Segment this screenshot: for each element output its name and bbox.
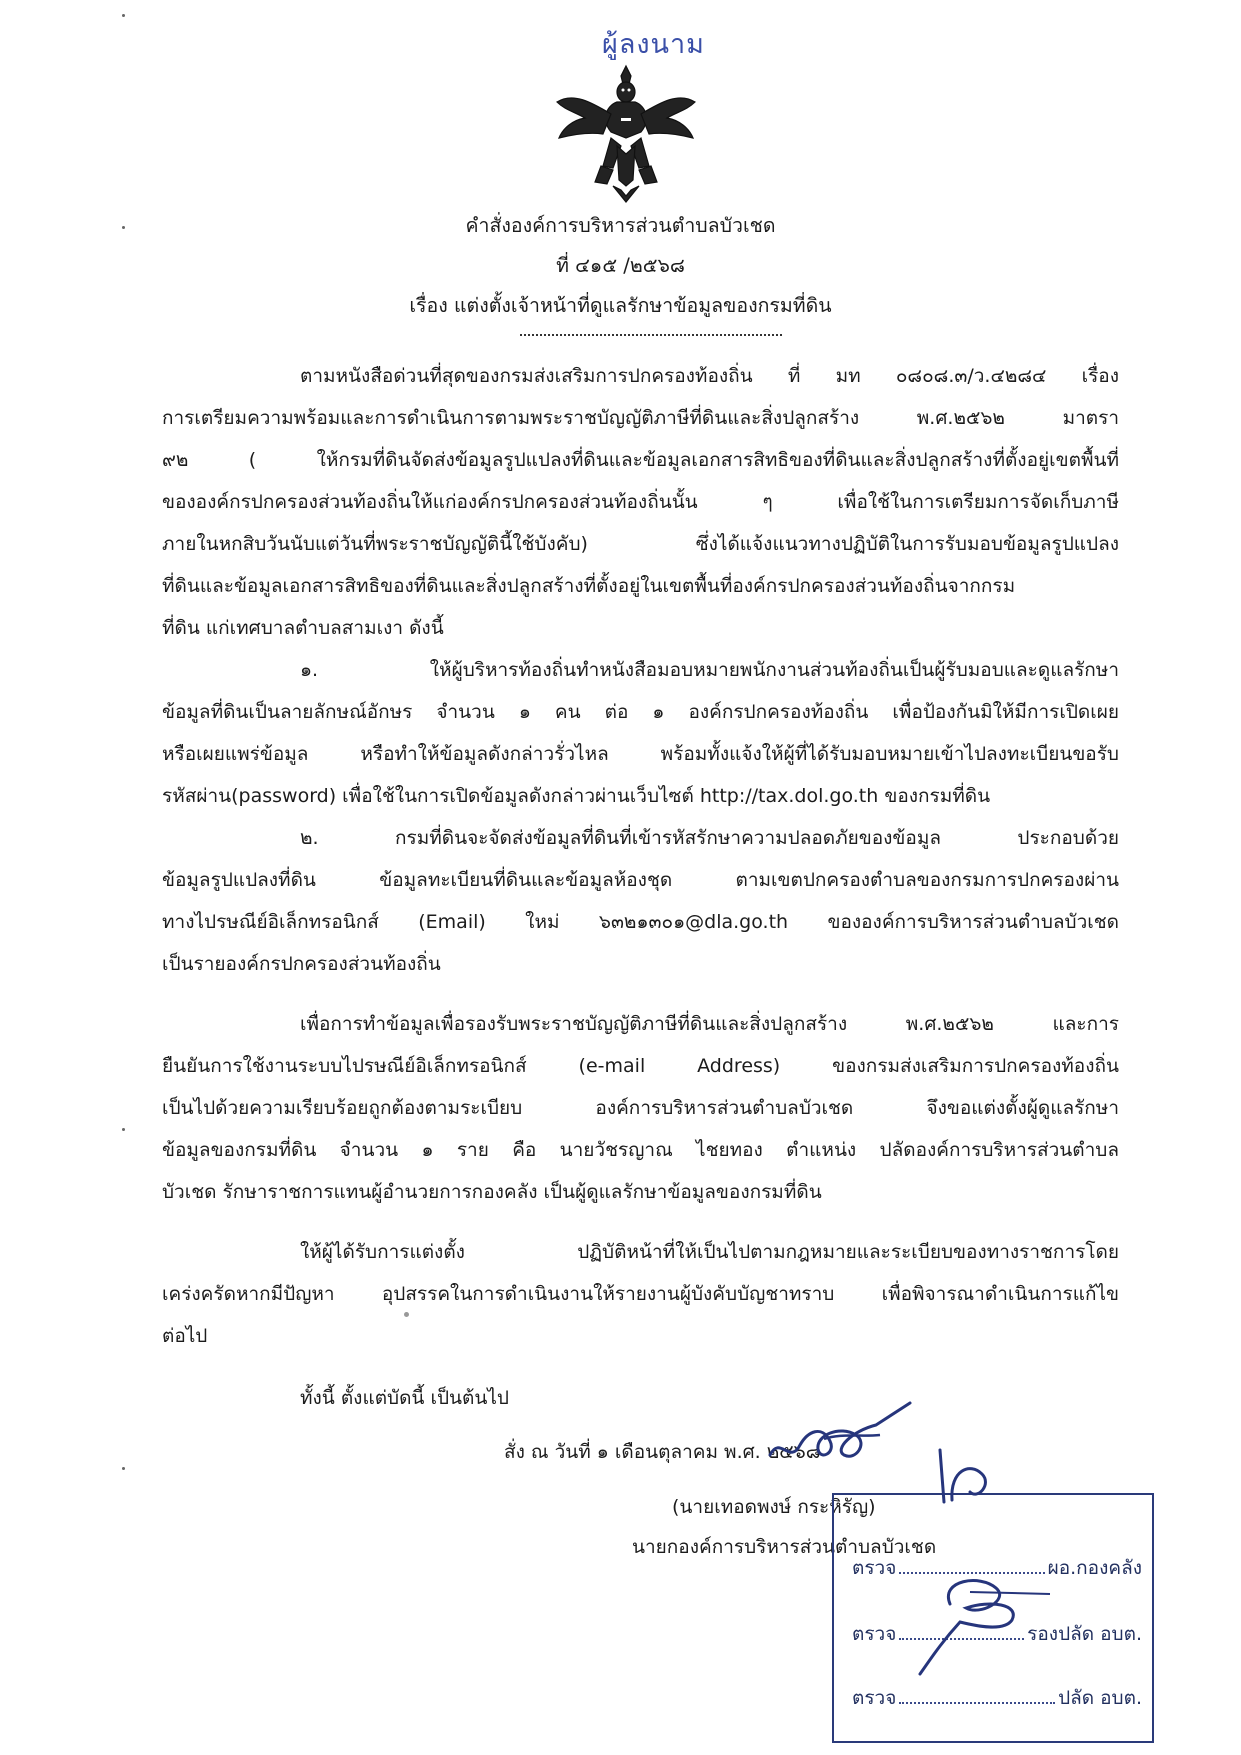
scan-speck xyxy=(122,1128,125,1131)
signer-title: นายกองค์การบริหารส่วนตำบลบัวเชด xyxy=(632,1536,937,1558)
item-line: รหัสผ่าน(password) เพื่อใช้ในการเปิดข้อมูลดังกล่าวผ่านเว็บไซต์ http://tax.dol.go.th ของกรมที่ดิน xyxy=(162,785,991,807)
paragraph-line: บัวเชด รักษาราชการแทนผู้อำนวยการกองคลัง เป็นผู้ดูแลรักษาข้อมูลของกรมที่ดิน xyxy=(162,1181,822,1203)
paragraph-line: ยืนยันการใช้งานระบบไปรษณีย์อิเล็กทรอนิกส์ (e-mail Address) ของกรมส่งเสริมการปกครองท้องถิ่น xyxy=(162,1055,1119,1077)
signer-name: (นายเทอดพงษ์ กระหิรัญ) xyxy=(672,1496,876,1518)
paragraph-line: เคร่งครัดหากมีปัญหา อุปสรรคในการดำเนินงานให้รายงานผู้บังคับบัญชาทราบ เพื่อพิจารณาดำเนินการแก้ไข xyxy=(162,1283,1119,1305)
review-role: ผอ.กองคลัง xyxy=(1047,1557,1142,1579)
paragraph-line: การเตรียมความพร้อมและการดำเนินการตามพระราชบัญญัติภาษีที่ดินและสิ่งปลูกสร้าง พ.ศ.๒๕๖๒ มาตรา xyxy=(162,407,1119,429)
paragraph-line: ๙๒ ( ให้กรมที่ดินจัดส่งข้อมูลรูปแปลงที่ดินและข้อมูลเอกสารสิทธิของที่ดินและสิ่งปลูกสร้างที่ตั้งอยู่เขตพื้นที่ xyxy=(162,449,1119,471)
paragraph-line: ข้อมูลของกรมที่ดิน จำนวน ๑ ราย คือ นายวัชรญาณ ไชยทอง ตำแหน่ง ปลัดองค์การบริหารส่วนตำบล xyxy=(162,1139,1119,1161)
paragraph-line: ให้ผู้ได้รับการแต่งตั้ง ปฏิบัติหน้าที่ให้เป็นไปตามกฎหมายและระเบียบของทางราชการโดย xyxy=(300,1241,1119,1263)
review-role: ปลัด อบต. xyxy=(1058,1687,1142,1709)
paragraph-line: เพื่อการทำข้อมูลเพื่อรองรับพระราชบัญญัติภาษีที่ดินและสิ่งปลูกสร้าง พ.ศ.๒๕๖๒ และการ xyxy=(300,1013,1119,1035)
item-line: หรือเผยแพร่ข้อมูล หรือทำให้ข้อมูลดังกล่าวรั่วไหล พร้อมทั้งแจ้งให้ผู้ที่ได้รับมอบหมายเข้าไปลงทะเบียนขอรับ xyxy=(162,743,1119,765)
paragraph-line: ที่ดินและข้อมูลเอกสารสิทธิของที่ดินและสิ่งปลูกสร้างที่ตั้งอยู่ในเขตพื้นที่องค์กรปกครองส่วนท้องถิ่นจากกรม xyxy=(162,575,1016,597)
item-line: ข้อมูลที่ดินเป็นลายลักษณ์อักษร จำนวน ๑ คน ต่อ ๑ องค์กรปกครองท้องถิ่น เพื่อป้องกันมิให้มีการเปิดเผย xyxy=(162,701,1119,723)
effective-date: ทั้งนี้ ตั้งแต่บัดนี้ เป็นต้นไป xyxy=(300,1387,509,1409)
paragraph-line: ที่ดิน แก่เทศบาลตำบลสามเงา ดังนี้ xyxy=(162,617,444,639)
order-title: คำสั่งองค์การบริหารส่วนตำบลบัวเชด xyxy=(465,214,776,237)
paragraph-line: ต่อไป xyxy=(162,1325,208,1347)
review-label: ตรวจ xyxy=(852,1687,897,1709)
signature-mark xyxy=(760,1395,930,1475)
item-line: ข้อมูลรูปแปลงที่ดิน ข้อมูลทะเบียนที่ดินและข้อมูลห้องชุด ตามเขตปกครองตำบลของกรมการปกครองผ่าน xyxy=(162,869,1119,891)
initial-mark xyxy=(900,1560,1060,1680)
review-dotted-line xyxy=(899,1701,1055,1704)
review-label: ตรวจ xyxy=(852,1557,897,1579)
separator-dots xyxy=(520,334,782,336)
paragraph-line: ภายในหกสิบวันนับแต่วันที่พระราชบัญญัตินี้ใช้บังคับ) ซึ่งได้แจ้งแนวทางปฏิบัติในการรับมอบข้อมูลรูปแปลง xyxy=(162,533,1119,555)
item-line: ๒. กรมที่ดินจะจัดส่งข้อมูลที่ดินที่เข้ารหัสรักษาความปลอดภัยของข้อมูล ประกอบด้วย xyxy=(300,827,1119,849)
paragraph-line: ขององค์กรปกครองส่วนท้องถิ่นให้แก่องค์กรปกครองส่วนท้องถิ่นนั้น ๆ เพื่อใช้ในการเตรียมการจัดเก็บภาษี xyxy=(162,491,1119,513)
review-row xyxy=(852,1683,1142,1713)
paragraph-line: ตามหนังสือด่วนที่สุดของกรมส่งเสริมการปกครองท้องถิ่น ที่ มท ๐๘๐๘.๓/ว.๔๒๘๔ เรื่อง xyxy=(300,365,1119,387)
order-number: ที่ ๔๑๕ /๒๕๖๘ xyxy=(556,254,685,277)
scan-speck xyxy=(122,1467,125,1470)
review-label: ตรวจ xyxy=(852,1623,897,1645)
initial-mark xyxy=(930,1440,1020,1520)
garuda-emblem-icon xyxy=(551,62,701,204)
item-line: ทางไปรษณีย์อิเล็กทรอนิกส์ (Email) ใหม่ ๖๓๒๑๓๐๑@dla.go.th ขององค์การบริหารส่วนตำบลบัวเชด xyxy=(162,911,1119,933)
review-role: รองปลัด อบต. xyxy=(1027,1623,1142,1645)
scan-speck xyxy=(122,14,125,17)
paragraph-line: เป็นไปด้วยความเรียบร้อยถูกต้องตามระเบียบ องค์การบริหารส่วนตำบลบัวเชด จึงขอแต่งตั้งผู้ดูแลรักษา xyxy=(162,1097,1119,1119)
item-line: เป็นรายองค์กรปกครองส่วนท้องถิ่น xyxy=(162,953,441,975)
order-subject: เรื่อง แต่งตั้งเจ้าหน้าที่ดูแลรักษาข้อมูลของกรมที่ดิน xyxy=(409,294,832,317)
item-line: ๑. ให้ผู้บริหารท้องถิ่นทำหนังสือมอบหมายพนักงานส่วนท้องถิ่นเป็นผู้รับมอบและดูแลรักษา xyxy=(300,659,1119,681)
ordered-date: สั่ง ณ วันที่ ๑ เดือนตุลาคม พ.ศ. ๒๕๖๘ xyxy=(504,1441,821,1463)
signatory-stamp: ผู้ลงนาม xyxy=(602,29,705,60)
